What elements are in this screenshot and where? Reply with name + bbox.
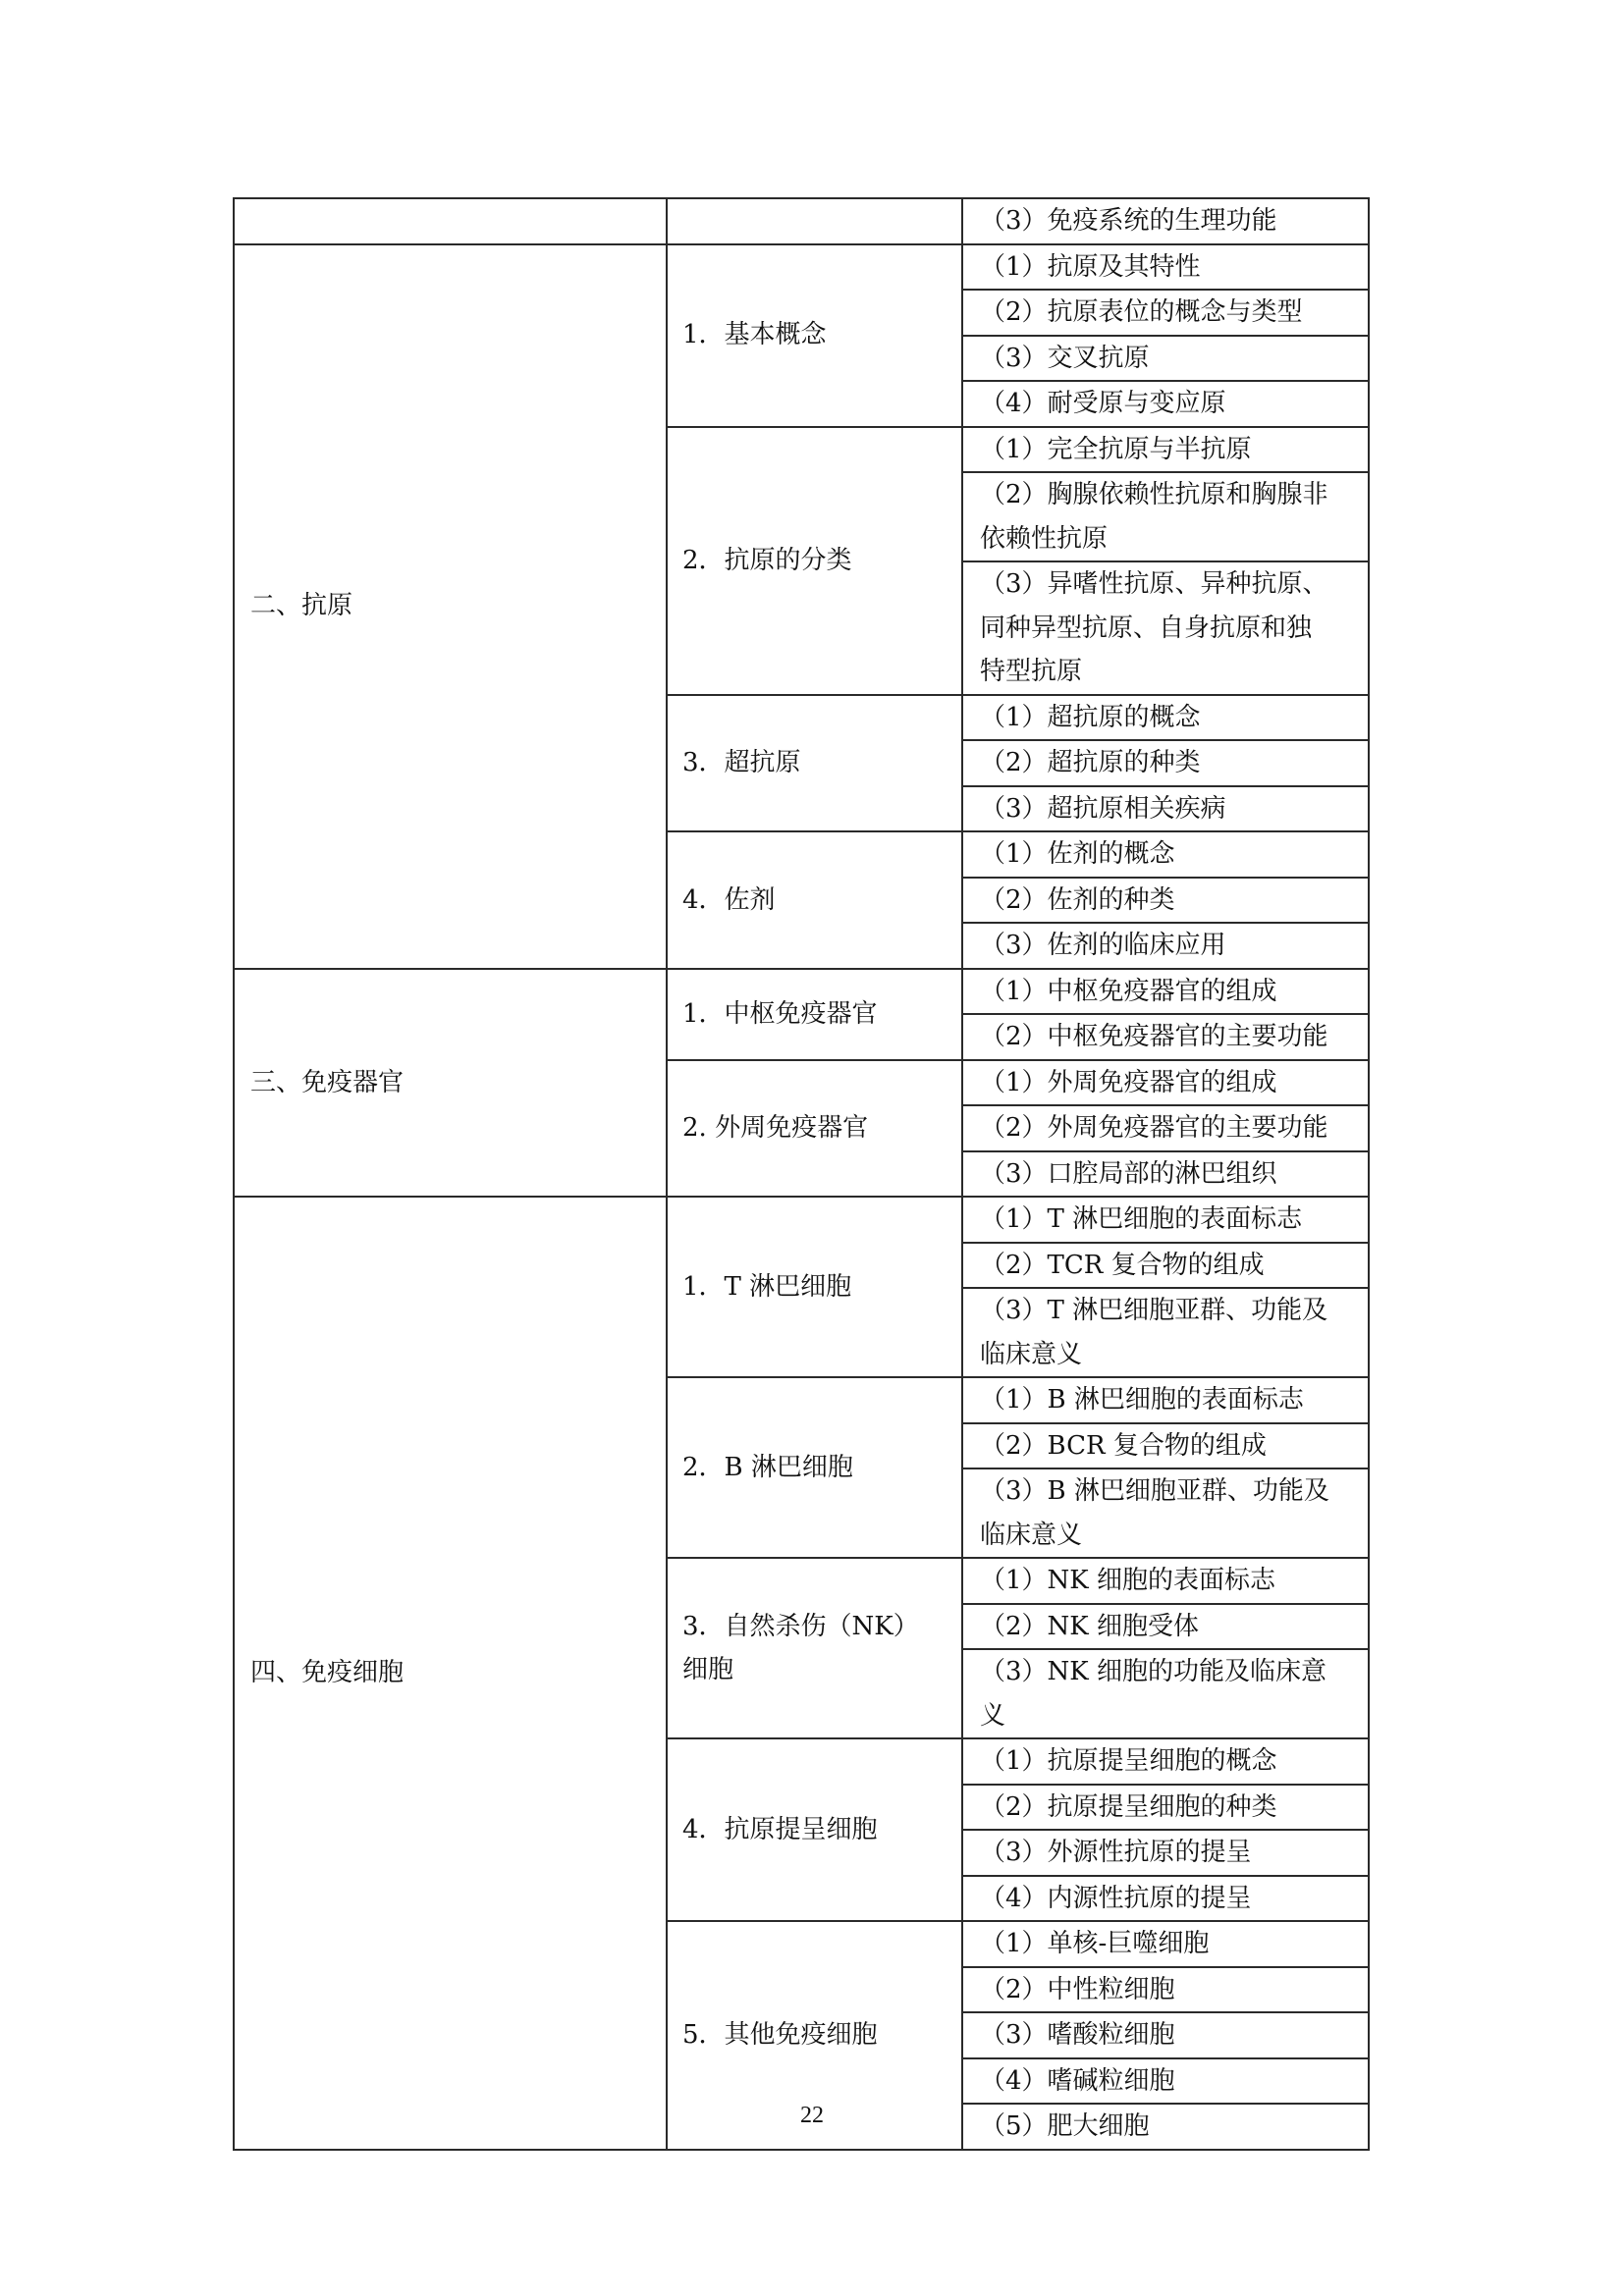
table-row <box>234 1197 1369 1243</box>
point-cell <box>962 831 1369 878</box>
point-cell <box>962 695 1369 741</box>
point-text-line: （1）抗原及其特性 <box>980 251 1201 282</box>
point-text-line: （1）完全抗原与半抗原 <box>980 434 1252 464</box>
point-text-line: （3）口腔局部的淋巴组织 <box>980 1158 1277 1189</box>
point-cell <box>962 1967 1369 2013</box>
chapter-title: 三、免疫器官 <box>250 1067 405 1097</box>
point-text-line: （2）胸腺依赖性抗原和胸腺非 <box>980 480 1328 509</box>
table-row <box>234 969 1369 1015</box>
point-cell <box>962 1876 1369 1922</box>
table-row <box>234 198 1369 244</box>
point-text-line: （1）单核-巨噬细胞 <box>980 1929 1210 1958</box>
topic-title-line: 5．其他免疫细胞 <box>682 2020 878 2050</box>
point-cell <box>962 1243 1369 1289</box>
point-cell <box>962 969 1369 1015</box>
topic-title-line: 2．B 淋巴细胞 <box>682 1452 853 1482</box>
point-cell <box>962 1921 1369 1967</box>
point-text-line: （2）超抗原的种类 <box>980 748 1201 777</box>
chapter-cell <box>234 1197 667 2150</box>
point-cell <box>962 472 1369 561</box>
topic-title-line: 2．抗原的分类 <box>682 545 852 575</box>
point-text-line: 特型抗原 <box>980 657 1083 686</box>
point-cell <box>962 786 1369 832</box>
point-cell <box>962 1785 1369 1831</box>
point-cell <box>962 1468 1369 1558</box>
point-text-line: 临床意义 <box>980 1520 1083 1550</box>
topic-title-line: 细胞 <box>682 1655 734 1684</box>
point-cell <box>962 336 1369 382</box>
point-text-line: （2）BCR 复合物的组成 <box>980 1430 1267 1461</box>
point-text-line: 同种异型抗原、自身抗原和独 <box>980 613 1313 643</box>
topic-title-line: 3．超抗原 <box>682 748 801 777</box>
point-text-line: （1）NK 细胞的表面标志 <box>980 1566 1275 1595</box>
point-text-line: （2）抗原提呈细胞的种类 <box>980 1791 1277 1822</box>
point-cell <box>962 1738 1369 1785</box>
point-cell <box>962 2012 1369 2058</box>
point-cell <box>962 740 1369 786</box>
point-cell <box>962 1830 1369 1876</box>
point-text-line: （1）中枢免疫器官的组成 <box>980 976 1277 1006</box>
topic-title-line: 1．中枢免疫器官 <box>682 998 878 1029</box>
point-text-line: （3）佐剂的临床应用 <box>980 931 1226 960</box>
topic-cell <box>667 831 962 969</box>
topic-cell <box>667 1197 962 1377</box>
point-cell <box>962 1649 1369 1738</box>
point-text-line: 依赖性抗原 <box>980 523 1109 554</box>
point-text-line: （3）超抗原相关疾病 <box>980 793 1226 824</box>
point-text-line: （2）中性粒细胞 <box>980 1974 1175 2004</box>
topic-cell <box>667 1377 962 1558</box>
point-cell <box>962 1288 1369 1377</box>
point-text-line: （2）外周免疫器官的主要功能 <box>980 1113 1328 1143</box>
topic-title-line: 3．自然杀伤（NK） <box>682 1611 919 1641</box>
point-text-line: （1）佐剂的概念 <box>980 839 1175 869</box>
point-cell <box>962 561 1369 695</box>
point-text-line: （1）B 淋巴细胞的表面标志 <box>980 1385 1304 1415</box>
point-cell <box>962 1558 1369 1604</box>
point-text-line: 义 <box>980 1700 1006 1731</box>
point-text-line: （3）外源性抗原的提呈 <box>980 1838 1252 1867</box>
point-cell <box>962 1423 1369 1469</box>
chapter-title: 二、抗原 <box>250 591 353 621</box>
point-text-line: （4）内源性抗原的提呈 <box>980 1883 1252 1913</box>
topic-cell <box>667 695 962 832</box>
topic-title-line: 2. 外周免疫器官 <box>682 1113 869 1143</box>
point-text-line: （3）异嗜性抗原、异种抗原、 <box>980 569 1328 599</box>
chapter-cell <box>234 969 667 1198</box>
point-text-line: （2）TCR 复合物的组成 <box>980 1250 1265 1280</box>
chapter-cell <box>234 244 667 969</box>
point-cell <box>962 1014 1369 1060</box>
topic-cell <box>667 244 962 427</box>
topic-cell <box>667 198 962 244</box>
point-cell <box>962 2058 1369 2105</box>
point-text-line: （5）肥大细胞 <box>980 2111 1150 2141</box>
point-cell <box>962 1604 1369 1650</box>
outline-table-body <box>234 198 1369 2150</box>
point-cell <box>962 1151 1369 1198</box>
point-cell <box>962 244 1369 291</box>
chapter-title: 四、免疫细胞 <box>250 1658 405 1687</box>
point-text-line: （4）嗜碱粒细胞 <box>980 2065 1175 2096</box>
point-text-line: （3）B 淋巴细胞亚群、功能及 <box>980 1476 1329 1506</box>
point-cell <box>962 381 1369 427</box>
point-cell <box>962 290 1369 336</box>
topic-cell <box>667 1558 962 1738</box>
point-cell <box>962 923 1369 969</box>
topic-cell <box>667 1738 962 1921</box>
point-cell <box>962 1105 1369 1151</box>
point-cell <box>962 1197 1369 1243</box>
point-cell <box>962 1060 1369 1106</box>
point-text-line: （4）耐受原与变应原 <box>980 389 1226 418</box>
topic-title-line: 1．基本概念 <box>682 320 827 350</box>
topic-title-line: 4．佐剂 <box>682 884 776 915</box>
point-text-line: （3）免疫系统的生理功能 <box>980 206 1277 236</box>
point-text-line: （3）交叉抗原 <box>980 343 1150 373</box>
point-text-line: （2）NK 细胞受体 <box>980 1611 1199 1641</box>
topic-title-line: 1．T 淋巴细胞 <box>682 1271 852 1302</box>
chapter-cell <box>234 198 667 244</box>
point-text-line: （1）外周免疫器官的组成 <box>980 1067 1277 1097</box>
syllabus-outline-table <box>233 197 1370 2151</box>
point-text-line: （1）抗原提呈细胞的概念 <box>980 1746 1277 1776</box>
point-text-line: （3）T 淋巴细胞亚群、功能及 <box>980 1296 1328 1325</box>
topic-cell <box>667 1060 962 1198</box>
topic-title-line: 4．抗原提呈细胞 <box>682 1814 878 1844</box>
point-text-line: （2）佐剂的种类 <box>980 884 1175 915</box>
point-text-line: （2）中枢免疫器官的主要功能 <box>980 1022 1328 1051</box>
topic-cell <box>667 427 962 695</box>
point-cell <box>962 878 1369 924</box>
point-text-line: （3）嗜酸粒细胞 <box>980 2020 1175 2050</box>
point-text-line: 临床意义 <box>980 1339 1083 1369</box>
point-text-line: （1）T 淋巴细胞的表面标志 <box>980 1204 1303 1234</box>
point-cell <box>962 1377 1369 1423</box>
topic-cell <box>667 969 962 1060</box>
point-text-line: （2）抗原表位的概念与类型 <box>980 297 1303 327</box>
point-cell <box>962 198 1369 244</box>
page-number: 22 <box>800 2103 824 2128</box>
point-text-line: （3）NK 细胞的功能及临床意 <box>980 1657 1326 1686</box>
table-row <box>234 244 1369 291</box>
point-cell <box>962 427 1369 473</box>
point-text-line: （1）超抗原的概念 <box>980 702 1201 732</box>
